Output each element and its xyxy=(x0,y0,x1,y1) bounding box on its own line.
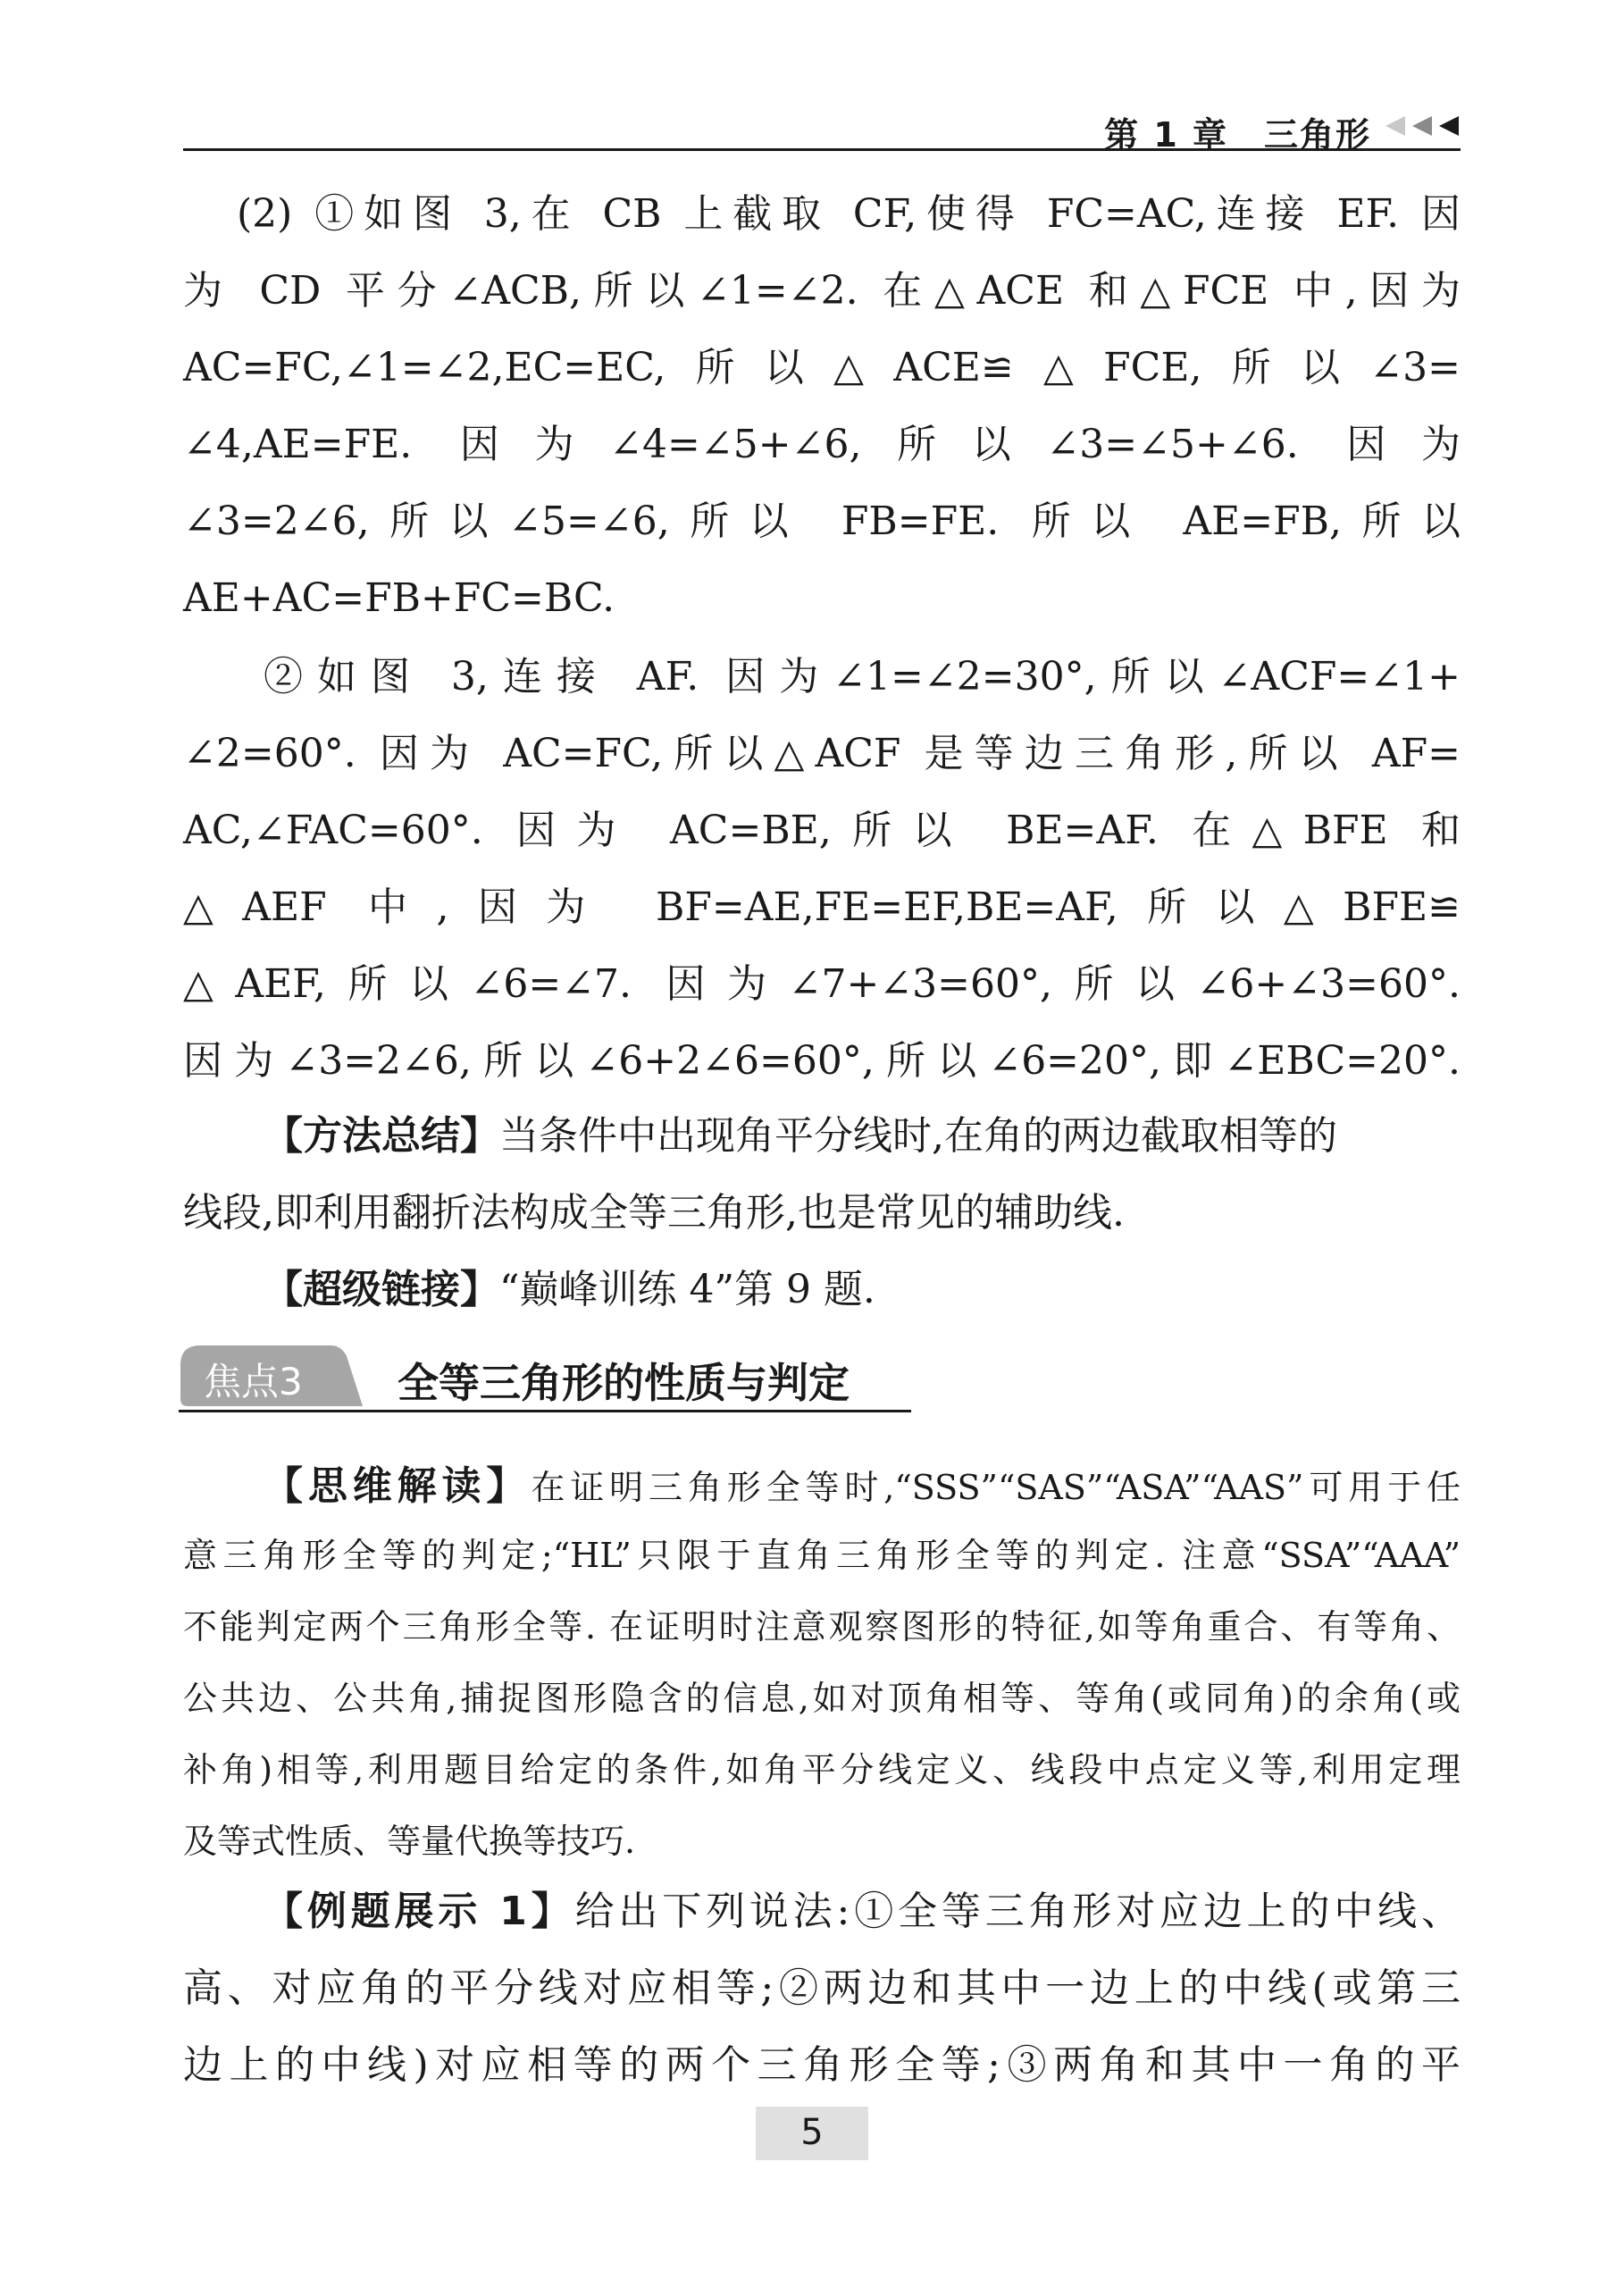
text-line: △AEF,所以∠6=∠7. 因为∠7+∠3=60°,所以∠6+∠3=60°. xyxy=(183,961,1461,1007)
arrow-left-icon xyxy=(1378,113,1461,139)
page-number: 5 xyxy=(800,2112,824,2153)
super-link-label: 【超级链接】 xyxy=(264,1267,499,1312)
thinking-text: 在证明三角形全等时,“SSS”“SAS”“ASA”“AAS”可用于任 xyxy=(531,1468,1461,1507)
text-line: AE+AC=FB+FC=BC. xyxy=(183,575,615,621)
text-line: 线段,即利用翻折法构成全等三角形,也是常见的辅助线. xyxy=(183,1190,1125,1236)
focus-underline xyxy=(179,1410,911,1412)
example-first-line xyxy=(264,1887,1461,1937)
text-line: 高、对应角的平分线对应相等;②两边和其中一边上的中线(或第三 xyxy=(183,1965,1461,2011)
text-line: 补角)相等,利用题目给定的条件,如角平分线定义、线段中点定义等,利用定理 xyxy=(183,1750,1461,1789)
text-line: ∠4,AE=FE. 因为∠4=∠5+∠6,所以∠3=∠5+∠6. 因为 xyxy=(183,422,1461,467)
page-header xyxy=(183,105,1461,155)
method-summary-label: 【方法总结】 xyxy=(264,1113,499,1159)
text-line: ∠3=2∠6,所以∠5=∠6,所以 FB=FE. 所以 AE=FB,所以 xyxy=(183,499,1461,544)
text-line: 公共边、公共角,捕捉图形隐含的信息,如对顶角相等、等角(或同角)的余角(或 xyxy=(183,1679,1461,1718)
focus-tab-label: 焦点3 xyxy=(204,1360,303,1403)
focus-title: 全等三角形的性质与判定 xyxy=(398,1359,850,1407)
text-line: (2) ①如图 3,在 CB 上截取 CF,使得 FC=AC,连接 EF. 因 xyxy=(237,191,1461,237)
text-line: AC,∠FAC=60°. 因为 AC=BE,所以 BE=AF. 在△BFE 和 xyxy=(183,808,1461,853)
text-line: 意三角形全等的判定;“HL”只限于直角三角形全等的判定. 注意“SSA”“AAA” xyxy=(183,1536,1461,1575)
text-line: AC=FC,∠1=∠2,EC=EC,所以△ACE≌△FCE,所以∠3= xyxy=(183,345,1461,390)
text-line: 为 CD 平分∠ACB,所以∠1=∠2. 在△ACE 和△FCE 中,因为 xyxy=(183,268,1461,314)
text-line: 因为∠3=2∠6,所以∠6+2∠6=60°,所以∠6=20°,即∠EBC=20°. xyxy=(183,1038,1461,1084)
text-line: △AEF 中,因为 BF=AE,FE=EF,BE=AF,所以△BFE≌ xyxy=(183,884,1461,930)
method-summary-line xyxy=(264,1111,1337,1161)
page-number-box xyxy=(756,2107,868,2160)
super-link-line xyxy=(264,1265,875,1315)
text-line: ②如图 3,连接 AF. 因为∠1=∠2=30°,所以∠ACF=∠1+ xyxy=(264,654,1461,700)
focus-heading xyxy=(179,1344,911,1415)
text-line: 不能判定两个三角形全等. 在证明时注意观察图形的特征,如等角重合、有等角、 xyxy=(183,1607,1461,1646)
example-text: 给出下列说法:①全等三角形对应边上的中线、 xyxy=(574,1889,1461,1934)
super-link-text: “巅峰训练 4”第 9 题. xyxy=(499,1267,875,1312)
text-line: ∠2=60°. 因为 AC=FC,所以△ACF 是等边三角形,所以 AF= xyxy=(183,731,1461,776)
text-line: 边上的中线)对应相等的两个三角形全等;③两角和其中一角的平 xyxy=(183,2042,1461,2088)
method-summary-text: 当条件中出现角平分线时,在角的两边截取相等的 xyxy=(499,1113,1337,1159)
text-line: 及等式性质、等量代换等技巧. xyxy=(183,1822,636,1861)
thinking-label: 【思维解读】 xyxy=(264,1463,532,1509)
example-label: 【例题展示 1】 xyxy=(264,1889,575,1934)
chapter-title: 第 1 章 三角形 xyxy=(1104,115,1371,155)
thinking-first-line xyxy=(264,1462,1461,1512)
